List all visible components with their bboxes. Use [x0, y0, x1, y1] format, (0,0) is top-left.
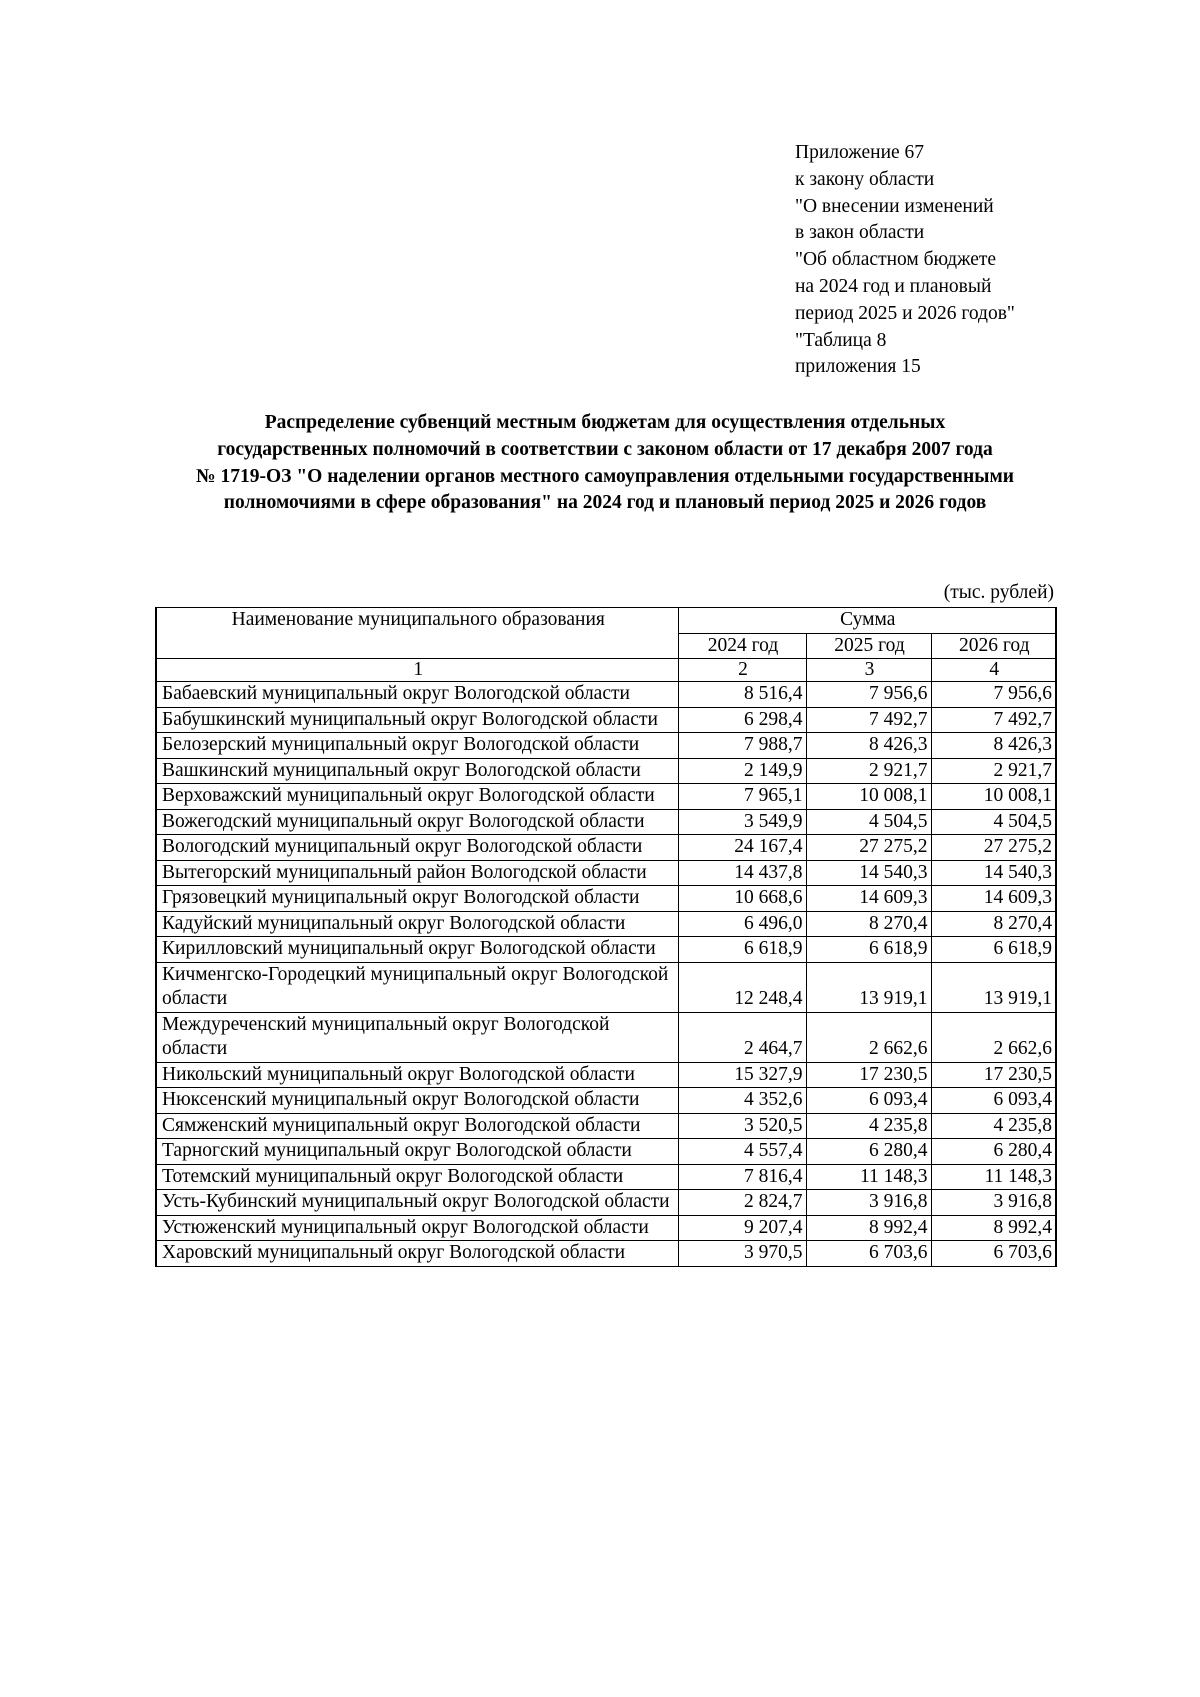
- value-2024: 7 965,1: [678, 784, 806, 810]
- value-2025: 10 008,1: [806, 784, 931, 810]
- municipality-name: Устюженский муниципальный округ Вологодской области: [156, 1215, 678, 1241]
- value-2026: 17 230,5: [931, 1062, 1056, 1088]
- municipality-name: Вологодский муниципальный округ Вологодской области: [156, 835, 678, 861]
- value-2025: 8 270,4: [806, 911, 931, 937]
- appendix-line: "О внесении изменений: [795, 195, 994, 217]
- table-row: [156, 682, 1056, 708]
- value-2025: 6 093,4: [806, 1088, 931, 1114]
- col-number-2: 2: [678, 659, 806, 682]
- municipality-name: Нюксенский муниципальный округ Вологодской области: [156, 1088, 678, 1114]
- municipality-name: Вытегорский муниципальный район Вологодской области: [156, 860, 678, 886]
- municipality-name: Сямженский муниципальный округ Вологодской области: [156, 1113, 678, 1139]
- appendix-line: Приложение 67: [795, 142, 925, 163]
- table-row: [156, 809, 1056, 835]
- value-2025: 27 275,2: [806, 835, 931, 861]
- table-row: [156, 860, 1056, 886]
- header-year-2026: 2026 год: [931, 633, 1056, 659]
- value-2025: 2 921,7: [806, 758, 931, 784]
- table-row: [156, 962, 1056, 1012]
- table-row: [156, 1062, 1056, 1088]
- header-sum: Сумма: [678, 608, 1056, 634]
- value-2025: 17 230,5: [806, 1062, 931, 1088]
- value-2026: 2 921,7: [931, 758, 1056, 784]
- table-row: [156, 707, 1056, 733]
- table-row: [156, 886, 1056, 912]
- value-2025: 4 235,8: [806, 1113, 931, 1139]
- municipality-name: Усть-Кубинский муниципальный округ Вологодской области: [156, 1190, 678, 1216]
- value-2025: 14 540,3: [806, 860, 931, 886]
- value-2026: 8 992,4: [931, 1215, 1056, 1241]
- value-2026: 6 093,4: [931, 1088, 1056, 1114]
- table-row: [156, 733, 1056, 759]
- value-2025: 3 916,8: [806, 1190, 931, 1216]
- value-2026: 4 504,5: [931, 809, 1056, 835]
- appendix-line: на 2024 год и плановый: [795, 275, 992, 297]
- header-year-2025: 2025 год: [806, 633, 931, 659]
- value-2025: 2 662,6: [806, 1012, 931, 1062]
- municipality-name: Кирилловский муниципальный округ Вологодской области: [156, 937, 678, 963]
- value-2026: 27 275,2: [931, 835, 1056, 861]
- appendix-line: приложения 15: [795, 356, 921, 378]
- appendix-line: "Об областном бюджете: [795, 249, 997, 271]
- table-row: [156, 1241, 1056, 1267]
- municipality-name: Харовский муниципальный округ Вологодской области: [156, 1241, 678, 1267]
- value-2026: 8 270,4: [931, 911, 1056, 937]
- value-2025: 14 609,3: [806, 886, 931, 912]
- appendix-line: в закон области: [795, 222, 925, 244]
- value-2025: 8 992,4: [806, 1215, 931, 1241]
- municipality-name: Тарногский муниципальный округ Вологодской области: [156, 1139, 678, 1165]
- unit-label: (тыс. рублей): [943, 582, 1054, 603]
- header-name: Наименование муниципального образования: [156, 608, 678, 659]
- value-2024: 2 824,7: [678, 1190, 806, 1216]
- value-2026: 3 916,8: [931, 1190, 1056, 1216]
- value-2026: 4 235,8: [931, 1113, 1056, 1139]
- table-row: [156, 784, 1056, 810]
- value-2024: 6 298,4: [678, 707, 806, 733]
- table-row: [156, 1164, 1056, 1190]
- value-2025: 6 618,9: [806, 937, 931, 963]
- value-2026: 2 662,6: [931, 1012, 1056, 1062]
- value-2025: 6 280,4: [806, 1139, 931, 1165]
- municipality-name: Белозерский муниципальный округ Вологодской области: [156, 733, 678, 759]
- municipality-name: Междуреченский муниципальный округ Вологодской области: [156, 1012, 678, 1062]
- appendix-note: [795, 140, 1015, 381]
- value-2024: 9 207,4: [678, 1215, 806, 1241]
- appendix-line: к закону области: [795, 168, 935, 190]
- table-body: [156, 682, 1056, 1267]
- value-2024: 24 167,4: [678, 835, 806, 861]
- value-2026: 8 426,3: [931, 733, 1056, 759]
- table-row: [156, 835, 1056, 861]
- title-line: государственных полномочий в соответствии с законом области от 17 декабря 2007 года: [217, 438, 993, 460]
- municipality-name: Никольский муниципальный округ Вологодской области: [156, 1062, 678, 1088]
- value-2024: 8 516,4: [678, 682, 806, 708]
- value-2026: 7 956,6: [931, 682, 1056, 708]
- value-2024: 7 816,4: [678, 1164, 806, 1190]
- value-2025: 8 426,3: [806, 733, 931, 759]
- value-2024: 12 248,4: [678, 962, 806, 1012]
- value-2025: 7 492,7: [806, 707, 931, 733]
- value-2026: 10 008,1: [931, 784, 1056, 810]
- value-2024: 2 149,9: [678, 758, 806, 784]
- table-row: [156, 1088, 1056, 1114]
- title-line: полномочиями в сфере образования" на 2024 год и плановый период 2025 и 2026 годов: [223, 492, 987, 514]
- appendix-line: "Таблица 8: [795, 329, 887, 351]
- municipality-name: Вожегодский муниципальный округ Вологодской области: [156, 809, 678, 835]
- value-2026: 11 148,3: [931, 1164, 1056, 1190]
- title-line: № 1719-ОЗ "О наделении органов местного самоуправления отдельными государственными: [196, 465, 1014, 487]
- value-2026: 7 492,7: [931, 707, 1056, 733]
- appendix-line: период 2025 и 2026 годов": [795, 302, 1015, 324]
- municipality-name: Вашкинский муниципальный округ Вологодской области: [156, 758, 678, 784]
- value-2024: 14 437,8: [678, 860, 806, 886]
- value-2024: 3 970,5: [678, 1241, 806, 1267]
- value-2025: 6 703,6: [806, 1241, 931, 1267]
- value-2024: 4 557,4: [678, 1139, 806, 1165]
- table-row: [156, 1113, 1056, 1139]
- value-2024: 6 618,9: [678, 937, 806, 963]
- value-2026: 6 703,6: [931, 1241, 1056, 1267]
- table-row: [156, 1139, 1056, 1165]
- value-2025: 11 148,3: [806, 1164, 931, 1190]
- municipality-name: Бабаевский муниципальный округ Вологодской области: [156, 682, 678, 708]
- col-number-4: 4: [931, 659, 1056, 682]
- value-2024: 3 520,5: [678, 1113, 806, 1139]
- value-2026: 6 618,9: [931, 937, 1056, 963]
- value-2026: 13 919,1: [931, 962, 1056, 1012]
- table-row: [156, 911, 1056, 937]
- value-2024: 10 668,6: [678, 886, 806, 912]
- value-2024: 6 496,0: [678, 911, 806, 937]
- col-number-3: 3: [806, 659, 931, 682]
- table-row: [156, 1215, 1056, 1241]
- value-2026: 6 280,4: [931, 1139, 1056, 1165]
- value-2024: 4 352,6: [678, 1088, 806, 1114]
- value-2025: 4 504,5: [806, 809, 931, 835]
- municipality-name: Кадуйский муниципальный округ Вологодской области: [156, 911, 678, 937]
- table-row: [156, 937, 1056, 963]
- value-2025: 13 919,1: [806, 962, 931, 1012]
- municipality-name: Бабушкинский муниципальный округ Вологодской области: [156, 707, 678, 733]
- table-row: [156, 1190, 1056, 1216]
- value-2026: 14 609,3: [931, 886, 1056, 912]
- value-2024: 7 988,7: [678, 733, 806, 759]
- header-year-2024: 2024 год: [678, 633, 806, 659]
- value-2026: 14 540,3: [931, 860, 1056, 886]
- title-line: Распределение субвенций местным бюджетам для осуществления отдельных: [264, 412, 946, 433]
- document-title: [140, 410, 1070, 517]
- municipality-name: Тотемский муниципальный округ Вологодской области: [156, 1164, 678, 1190]
- value-2024: 3 549,9: [678, 809, 806, 835]
- municipality-name: Верховажский муниципальный округ Вологодской области: [156, 784, 678, 810]
- municipality-name: Грязовецкий муниципальный округ Вологодской области: [156, 886, 678, 912]
- subvention-table: [155, 607, 1057, 1267]
- table-row: [156, 758, 1056, 784]
- value-2024: 15 327,9: [678, 1062, 806, 1088]
- value-2024: 2 464,7: [678, 1012, 806, 1062]
- table-row: [156, 1012, 1056, 1062]
- municipality-name: Кичменгско-Городецкий муниципальный округ Вологодской области: [156, 962, 678, 1012]
- value-2025: 7 956,6: [806, 682, 931, 708]
- col-number-1: 1: [156, 659, 678, 682]
